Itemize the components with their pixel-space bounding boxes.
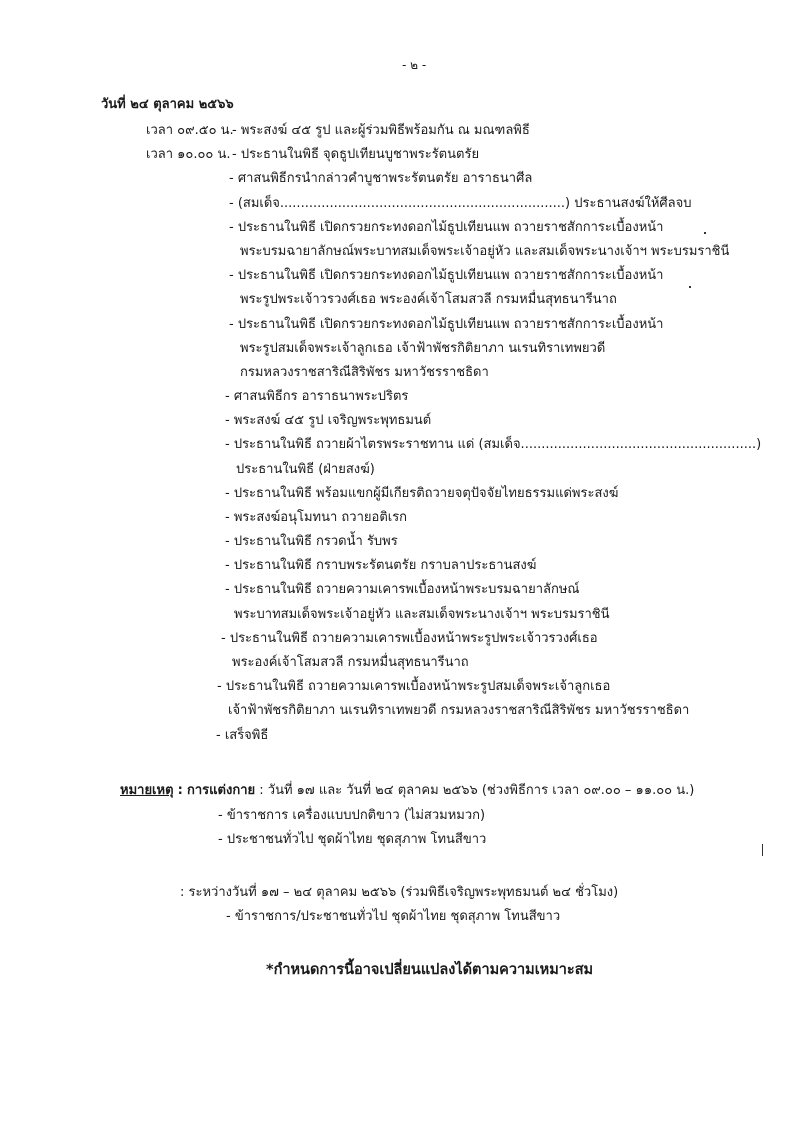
schedule-step: - ประธานในพิธี ถวายผ้าไตรพระราชทาน แด่ (สมเด็จ.........................................................) xyxy=(225,437,762,452)
dress-code-text: : วันที่ ๑๗ และ วันที่ ๒๔ ตุลาคม ๒๕๖๖ (ช่วงพิธีการ เวลา ๐๙.๐๐ – ๑๑.๐๐ น.) xyxy=(259,783,695,798)
schedule-step: - พระสงฆ์อนุโมทนา ถวายอติเรก xyxy=(225,510,408,525)
remark-colon: : xyxy=(177,783,183,798)
schedule-step: - ประธานในพิธี ถวายความเคารพเบื้องหน้าพระบรมฉายาลักษณ์ xyxy=(225,582,580,597)
dress-code-item: - ข้าราชการ เครื่องแบบปกติขาว (ไม่สวมหมวก) xyxy=(218,808,486,823)
dress-code-item: - ประชาชนทั่วไป ชุดผ้าไทย ชุดสุภาพ โทนสีขาว xyxy=(218,832,487,847)
period-item: - ข้าราชการ/ประชาชนทั่วไป ชุดผ้าไทย ชุดสุภาพ โทนสีขาว xyxy=(226,909,561,924)
schedule-step: - ประธานในพิธี ถวายความเคารพเบื้องหน้าพระรูปพระเจ้าวรวงศ์เธอ xyxy=(221,631,598,646)
schedule-step: - ศาสนพิธีกร อาราธนาพระปริตร xyxy=(225,389,409,404)
remark-line xyxy=(120,782,694,800)
schedule-step-continuation: พระรูปพระเจ้าวรวงศ์เธอ พระองค์เจ้าโสมสวลี กรมหมื่นสุทธนารีนาถ xyxy=(240,292,617,307)
schedule-step: - พระสงฆ์ ๔๕ รูป เจริญพระพุทธมนต์ xyxy=(225,413,432,428)
schedule-step: - ประธานในพิธี พร้อมแขกผู้มีเกียรติถวายจตุปัจจัยไทยธรรมแด่พระสงฆ์ xyxy=(225,486,619,501)
schedule-step-continuation: พระองค์เจ้าโสมสวลี กรมหมื่นสุทธนารีนาถ xyxy=(232,655,469,670)
schedule-step: - ประธานในพิธี ถวายความเคารพเบื้องหน้าพระรูปสมเด็จพระเจ้าลูกเธอ xyxy=(217,679,611,694)
page-number: - ๒ - xyxy=(402,58,427,72)
schedule-text: - ประธานในพิธี จุดธูปเทียนบูชาพระรัตนตรัย xyxy=(232,147,480,162)
schedule-step: - เสร็จพิธี xyxy=(216,728,269,743)
final-note: *กำหนดการนี้อาจเปลี่ยนแปลงได้ตามความเหมาะสม xyxy=(266,962,594,978)
period-text: : ระหว่างวันที่ ๑๗ – ๒๔ ตุลาคม ๒๕๖๖ (ร่วมพิธีเจริญพระพุทธมนต์ ๒๔ ชั่วโมง) xyxy=(180,885,619,900)
schedule-step: - ศาสนพิธีกรนำกล่าวคำบูชาพระรัตนตรัย อาราธนาศีล xyxy=(229,171,533,186)
schedule-step-continuation: ประธานในพิธี (ฝ่ายสงฆ์) xyxy=(236,462,375,477)
schedule-step-continuation: เจ้าฟ้าพัชรกิติยาภา นเรนทิราเทพยวดี กรมหลวงราชสาริณีสิริพัชร มหาวัชรราชธิดา xyxy=(228,703,690,718)
schedule-time: เวลา ๐๙.๕๐ น. xyxy=(146,123,234,138)
remark-label: หมายเหตุ xyxy=(120,783,174,798)
schedule-time: เวลา ๑๐.๐๐ น. xyxy=(146,147,231,162)
schedule-step: - ประธานในพิธี เปิดกรวยกระทงดอกไม้ธูปเทียนแพ ถวายราชสักการะเบื้องหน้า xyxy=(229,220,664,235)
schedule-step-continuation: พระรูปสมเด็จพระเจ้าลูกเธอ เจ้าฟ้าพัชรกิติยาภา นเรนทิราเทพยวดี xyxy=(240,341,606,356)
schedule-step: - ประธานในพิธี เปิดกรวยกระทงดอกไม้ธูปเทียนแพ ถวายราชสักการะเบื้องหน้า xyxy=(229,317,664,332)
schedule-step: - ประธานในพิธี เปิดกรวยกระทงดอกไม้ธูปเทียนแพ ถวายราชสักการะเบื้องหน้า xyxy=(229,268,664,283)
schedule-text: - พระสงฆ์ ๔๕ รูป และผู้ร่วมพิธีพร้อมกัน ณ มณฑลพิธี xyxy=(232,123,530,138)
schedule-step: - (สมเด็จ.....................................................................) ประธานสงฆ์ให้ศีลจบ xyxy=(229,196,692,211)
schedule-step-continuation: กรมหลวงราชสาริณีสิริพัชร มหาวัชรราชธิดา xyxy=(240,365,489,380)
date-heading: วันที่ ๒๔ ตุลาคม ๒๕๖๖ xyxy=(101,97,234,112)
schedule-step: - ประธานในพิธี กรวดน้ำ รับพร xyxy=(225,534,398,549)
schedule-step-continuation: พระบาทสมเด็จพระเจ้าอยู่หัว และสมเด็จพระนางเจ้าฯ พระบรมราชินี xyxy=(234,607,610,622)
schedule-step-continuation: พระบรมฉายาลักษณ์พระบาทสมเด็จพระเจ้าอยู่หัว และสมเด็จพระนางเจ้าฯ พระบรมราชินี xyxy=(240,244,730,259)
schedule-step: - ประธานในพิธี กราบพระรัตนตรัย กราบลาประธานสงฆ์ xyxy=(225,558,537,573)
dress-code-label: การแต่งกาย xyxy=(187,783,256,798)
